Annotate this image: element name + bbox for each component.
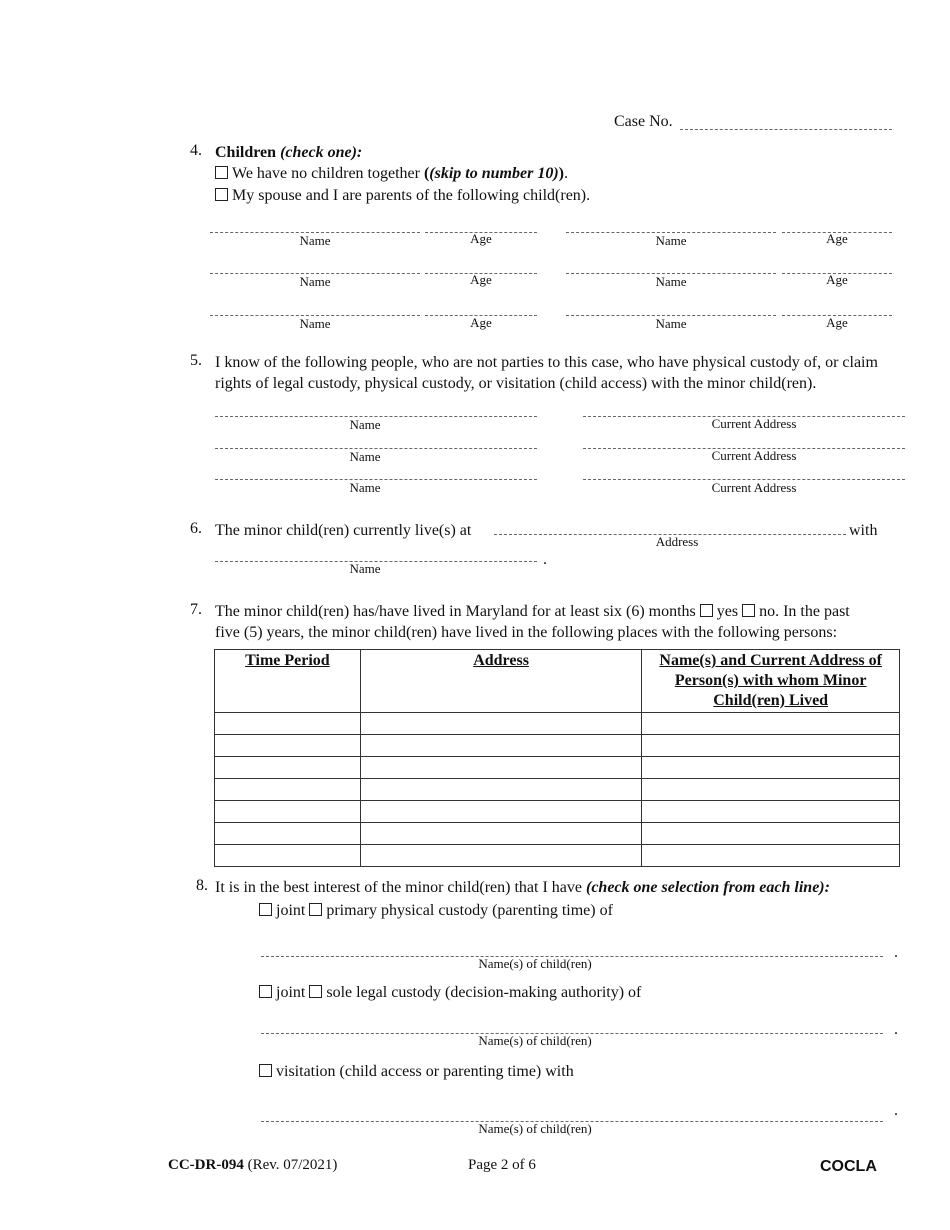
table-row xyxy=(215,713,900,735)
item-6-period: . xyxy=(543,551,547,568)
table-cell[interactable] xyxy=(360,779,642,801)
age-caption: Age xyxy=(826,231,848,246)
table-row xyxy=(215,845,900,867)
table-cell[interactable] xyxy=(215,757,361,779)
table-cell[interactable] xyxy=(642,713,900,735)
table-cell[interactable] xyxy=(360,735,642,757)
item-7-text-line-2: five (5) years, the minor child(ren) have lived in the following places with the following persons: xyxy=(215,624,838,641)
item-5-number: 5. xyxy=(190,352,202,369)
table-cell[interactable] xyxy=(360,801,642,823)
children-caption: Name(s) of child(ren) xyxy=(478,956,592,971)
period: . xyxy=(894,1102,898,1119)
checkbox-primary-physical[interactable] xyxy=(309,903,322,916)
checkbox-parents[interactable] xyxy=(215,188,228,201)
case-number-label: Case No. xyxy=(614,113,673,130)
checkbox-maryland-no[interactable] xyxy=(742,604,755,617)
item-5-text-line-2: rights of legal custody, physical custody, or visitation (child access) with the minor child(ren). xyxy=(215,375,817,392)
table-cell[interactable] xyxy=(642,779,900,801)
item-5-text-line-1: I know of the following people, who are not parties to this case, who have physical custody of, or claim xyxy=(215,354,878,371)
checkbox-visitation[interactable] xyxy=(259,1064,272,1077)
checkbox-joint-legal[interactable] xyxy=(259,985,272,998)
item-4-option-2[interactable]: My spouse and I are parents of the following child(ren). xyxy=(215,185,590,206)
children-caption: Name(s) of child(ren) xyxy=(478,1033,592,1048)
table-cell[interactable] xyxy=(642,823,900,845)
item-4-option-1[interactable]: We have no children together ((skip to number 10)). xyxy=(215,163,568,184)
name-caption: Name xyxy=(299,233,331,248)
item-6-number: 6. xyxy=(190,520,202,537)
item-8-note: (check one selection from each line): xyxy=(586,879,830,896)
form-code: CC-DR-094 xyxy=(168,1157,244,1173)
column-header-time-period: Time Period xyxy=(215,650,361,713)
name-caption: Name xyxy=(299,274,331,289)
name-caption: Name xyxy=(655,274,687,289)
checkbox-sole-legal[interactable] xyxy=(309,985,322,998)
period: . xyxy=(894,944,898,961)
name-caption: Name xyxy=(349,561,381,576)
table-cell[interactable] xyxy=(360,823,642,845)
period: . xyxy=(894,1021,898,1038)
table-cell[interactable] xyxy=(215,779,361,801)
name-caption: Name xyxy=(349,480,381,495)
address-caption: Current Address xyxy=(711,416,797,431)
item-6-text: The minor child(ren) currently live(s) at xyxy=(215,522,472,539)
table-cell[interactable] xyxy=(642,735,900,757)
checkbox-maryland-yes[interactable] xyxy=(700,604,713,617)
form-revision: (Rev. 07/2021) xyxy=(247,1157,338,1173)
item-6-with: with xyxy=(849,522,878,539)
age-caption: Age xyxy=(470,231,492,246)
table-cell[interactable] xyxy=(215,823,361,845)
case-number-field[interactable] xyxy=(680,129,892,130)
no-label: no. In the past xyxy=(759,603,850,620)
checkbox-joint-physical[interactable] xyxy=(259,903,272,916)
cocla-logo-text: COCLA xyxy=(820,1158,877,1175)
name-caption: Name xyxy=(655,316,687,331)
column-header-address: Address xyxy=(360,650,642,713)
checkbox-no-children[interactable] xyxy=(215,166,228,179)
item-8-number: 8. xyxy=(196,877,208,894)
name-caption: Name xyxy=(349,417,381,432)
item-4-title: Children xyxy=(215,144,277,161)
form-id xyxy=(168,1157,337,1174)
name-caption: Name xyxy=(349,449,381,464)
item-4-heading xyxy=(215,142,362,163)
table-cell[interactable] xyxy=(360,713,642,735)
skip-note: (skip to number 10) xyxy=(429,165,559,182)
address-caption: Address xyxy=(655,534,699,549)
item-7-text-line-1: The minor child(ren) has/have lived in Maryland for at least six (6) months yes no. In the past xyxy=(215,603,850,620)
physical-custody-line: joint primary physical custody (parenting time) of xyxy=(259,900,613,921)
page-number: Page 2 of 6 xyxy=(468,1157,536,1173)
age-caption: Age xyxy=(470,315,492,330)
table-row xyxy=(215,735,900,757)
table-cell[interactable] xyxy=(642,845,900,867)
column-header-persons: Name(s) and Current Address of Person(s) with whom Minor Child(ren) Lived xyxy=(642,650,900,713)
visitation-line: visitation (child access or parenting time) with xyxy=(259,1061,574,1082)
table-cell[interactable] xyxy=(215,735,361,757)
address-caption: Current Address xyxy=(711,448,797,463)
address-caption: Current Address xyxy=(711,480,797,495)
table-cell[interactable] xyxy=(215,713,361,735)
name-caption: Name xyxy=(655,233,687,248)
table-row xyxy=(215,823,900,845)
item-8-text: It is in the best interest of the minor child(ren) that I have (check one selection from each line): xyxy=(215,879,830,896)
item-4-number: 4. xyxy=(190,142,202,159)
children-caption: Name(s) of child(ren) xyxy=(478,1121,592,1136)
table-cell[interactable] xyxy=(215,801,361,823)
residence-history-table xyxy=(214,649,900,867)
item-7-number: 7. xyxy=(190,601,202,618)
table-row xyxy=(215,801,900,823)
table-cell[interactable] xyxy=(215,845,361,867)
yes-label: yes xyxy=(716,603,739,620)
item-4-title-note: (check one): xyxy=(280,144,363,161)
table-cell[interactable] xyxy=(642,801,900,823)
age-caption: Age xyxy=(826,315,848,330)
age-caption: Age xyxy=(470,272,492,287)
table-header-row xyxy=(215,650,900,713)
table-cell[interactable] xyxy=(642,757,900,779)
age-caption: Age xyxy=(826,272,848,287)
table-cell[interactable] xyxy=(360,845,642,867)
table-row xyxy=(215,757,900,779)
legal-custody-line: joint sole legal custody (decision-making authority) of xyxy=(259,982,641,1003)
name-caption: Name xyxy=(299,316,331,331)
table-cell[interactable] xyxy=(360,757,642,779)
table-row xyxy=(215,779,900,801)
